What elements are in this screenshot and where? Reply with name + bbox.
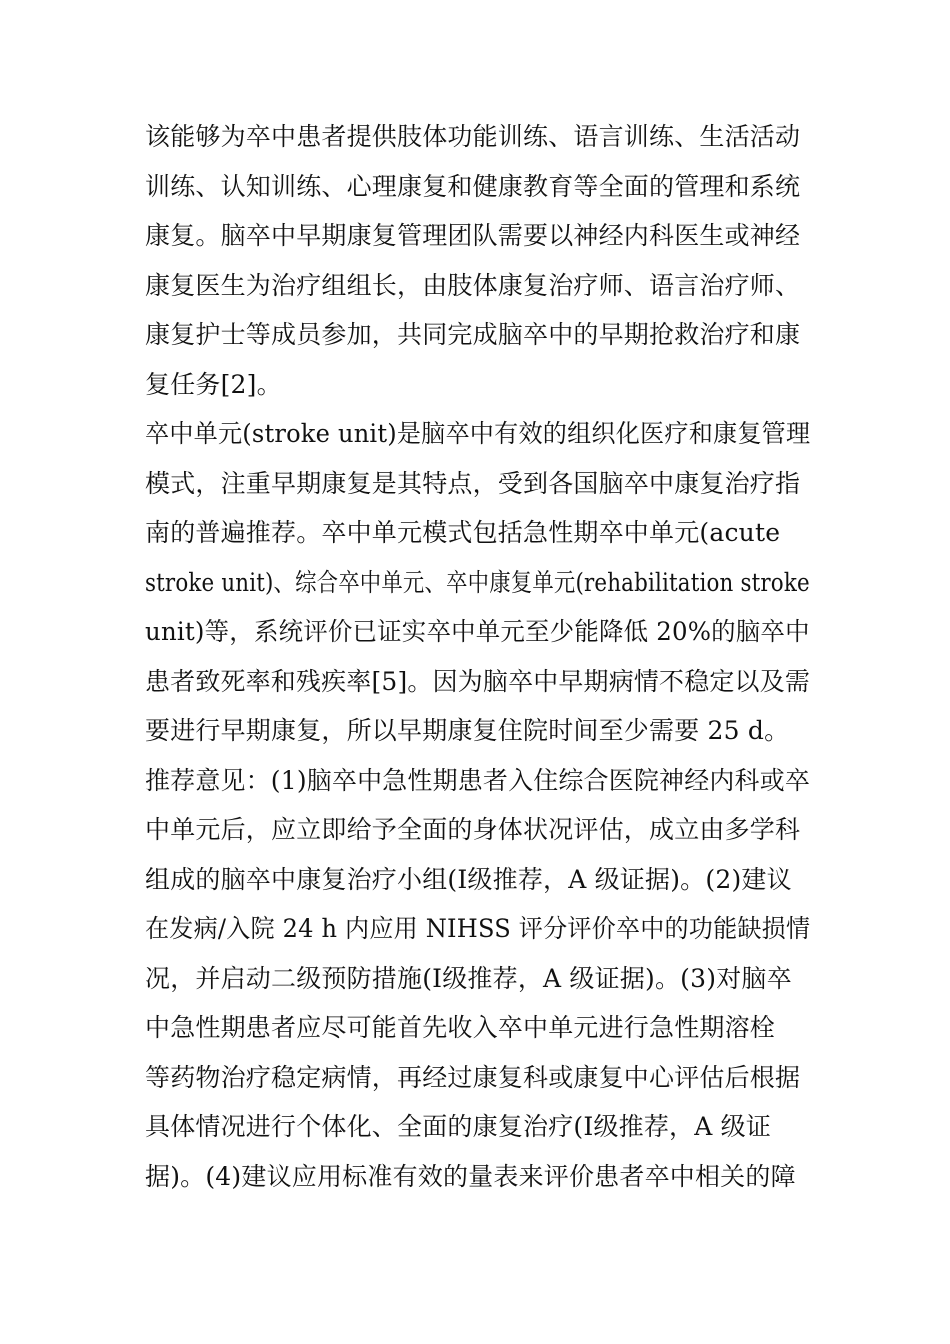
text-line: 推荐意见：(1)脑卒中急性期患者入住综合医院神经内科或卒 — [145, 765, 811, 795]
text-line: 康复。脑卒中早期康复管理团队需要以神经内科医生或神经 — [145, 221, 801, 250]
paragraph — [145, 409, 810, 756]
body-text — [145, 112, 810, 1201]
text-line: 康复医生为治疗组组长，由肢体康复治疗师、语言治疗师、 — [145, 270, 801, 300]
text-line: 训练、认知训练、心理康复和健康教育等全面的管理和系统 — [145, 171, 801, 201]
text-line: 中单元后，应立即给予全面的身体状况评估，成立由多学科 — [145, 815, 801, 844]
text-line: 中急性期患者应尽可能首先收入卒中单元进行急性期溶栓 — [145, 1013, 776, 1042]
text-line: 组成的脑卒中康复治疗小组(Ⅰ级推荐，A 级证据)。(2)建议 — [145, 864, 792, 894]
text-line: 康复护士等成员参加，共同完成脑卒中的早期抢救治疗和康 — [145, 320, 801, 349]
paragraph — [145, 112, 810, 409]
text-line: 卒中单元(stroke unit)是脑卒中有效的组织化医疗和康复管理 — [145, 419, 811, 448]
text-line: 南的普遍推荐。卒中单元模式包括急性期卒中单元(acute — [145, 518, 781, 547]
text-line: 况，并启动二级预防措施(Ⅰ级推荐，A 级证据)。(3)对脑卒 — [145, 963, 792, 993]
text-line: 具体情况进行个体化、全面的康复治疗(Ⅰ级推荐，A 级证 — [145, 1112, 772, 1141]
text-line: 等药物治疗稳定病情，再经过康复科或康复中心评估后根据 — [145, 1062, 801, 1092]
text-line: 在发病/入院 24 h 内应用 NIHSS 评分评价卒中的功能缺损情 — [145, 914, 811, 943]
text-line: 患者致死率和残疾率[5]。因为脑卒中早期病情不稳定以及需 — [145, 666, 811, 696]
paragraph — [145, 756, 810, 1202]
text-line: 模式，注重早期康复是其特点，受到各国脑卒中康复治疗指 — [145, 468, 801, 498]
text-line: unit)等，系统评价已证实卒中单元至少能降低 20%的脑卒中 — [145, 617, 810, 646]
text-line: 复任务[2]。 — [145, 369, 282, 399]
text-line: 该能够为卒中患者提供肢体功能训练、语言训练、生活活动 — [145, 122, 801, 151]
text-line: 据)。(4)建议应用标准有效的量表来评价患者卒中相关的障 — [145, 1161, 796, 1191]
text-line: stroke unit)、综合卒中单元、卒中康复单元(rehabilitation stroke — [145, 567, 810, 597]
text-line: 要进行早期康复，所以早期康复住院时间至少需要 25 d。 — [145, 716, 790, 745]
